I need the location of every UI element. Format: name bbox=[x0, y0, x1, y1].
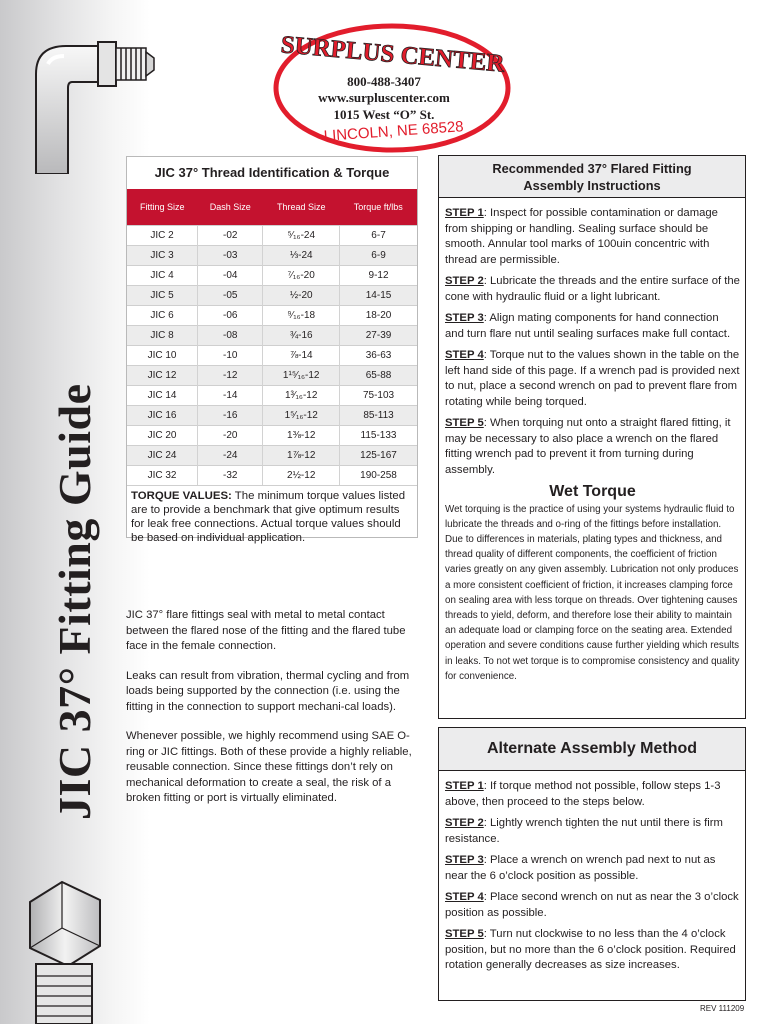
table-row bbox=[127, 426, 417, 446]
cell-thread: ½-20 bbox=[263, 286, 340, 306]
cell-thread: ⁷⁄₁₆-20 bbox=[263, 266, 340, 286]
cell-dash: -10 bbox=[198, 346, 263, 366]
alternate-step bbox=[445, 927, 740, 974]
cell-dash: -08 bbox=[198, 326, 263, 346]
page-title: JIC 37° Fitting Guide bbox=[49, 383, 100, 820]
cell-torque: 6-9 bbox=[340, 246, 417, 266]
assembly-title-line1: Recommended 37° Flared Fitting bbox=[492, 161, 692, 176]
step-label: STEP 4 bbox=[445, 891, 484, 903]
cell-dash: -32 bbox=[198, 466, 263, 486]
cell-thread: ¾-16 bbox=[263, 326, 340, 346]
step-label: STEP 1 bbox=[445, 780, 484, 792]
elbow-fitting-illustration bbox=[8, 24, 158, 174]
assembly-step bbox=[445, 206, 740, 268]
cell-thread: ⅞-14 bbox=[263, 346, 340, 366]
cell-torque: 190-258 bbox=[340, 466, 417, 486]
table-row bbox=[127, 346, 417, 366]
revision-label: REV 111209 bbox=[700, 1004, 745, 1013]
logo-website: www.surpluscenter.com bbox=[318, 90, 450, 105]
cell-dash: -12 bbox=[198, 366, 263, 386]
logo-city: LINCOLN, NE 68528 bbox=[323, 118, 465, 145]
cell-torque: 36-63 bbox=[340, 346, 417, 366]
header-fitting-size: Fitting Size bbox=[127, 189, 198, 226]
alternate-step bbox=[445, 816, 740, 847]
assembly-step bbox=[445, 311, 740, 342]
table-row bbox=[127, 406, 417, 426]
table-row bbox=[127, 446, 417, 466]
assembly-step bbox=[445, 274, 740, 305]
step-text: : When torquing nut onto a straight flared fitting, it may be necessary to also place a wrench on the flared fitting wrench pad to prevent it from turning during assembly. bbox=[445, 417, 731, 476]
cell-fitting: JIC 2 bbox=[127, 226, 198, 246]
step-text: : Lubricate the threads and the entire surface of the cone with hydraulic fluid or a light lubricant. bbox=[445, 275, 740, 303]
step-text: : Place second wrench on nut as near the 3 o’clock position as possible. bbox=[445, 891, 739, 919]
table-row bbox=[127, 306, 417, 326]
cell-thread: 1¹⁵⁄₁₆-12 bbox=[263, 366, 340, 386]
cell-torque: 27-39 bbox=[340, 326, 417, 346]
intro-paragraph: Leaks can result from vibration, thermal cycling and from loads being supported by the connection (i.e. using the fitting in the connection to support mechani-cal loads). bbox=[126, 669, 410, 713]
step-text: : Place a wrench on wrench pad next to nut as near the 6 o’clock position as possible. bbox=[445, 854, 716, 882]
cell-fitting: JIC 4 bbox=[127, 266, 198, 286]
step-text: : Torque nut to the values shown in the table on the left hand side of this page. If a wrench pad is provided next to nut, place a second wrench on pad to prevent flare from rotating while being torqued. bbox=[445, 349, 740, 408]
cell-fitting: JIC 12 bbox=[127, 366, 198, 386]
cell-dash: -14 bbox=[198, 386, 263, 406]
table-row bbox=[127, 286, 417, 306]
intro-paragraph: JIC 37° flare fittings seal with metal to metal contact between the flared nose of the fitting and the flared tube face in the female connection. bbox=[126, 609, 406, 652]
table-row bbox=[127, 326, 417, 346]
step-text: : Inspect for possible contamination or damage from shipping or handling. Sealing surface should be smooth. Annular tool marks of 100uin concentric with thread are permissible. bbox=[445, 207, 718, 266]
alternate-step bbox=[445, 890, 740, 921]
cell-torque: 75-103 bbox=[340, 386, 417, 406]
torque-values-note bbox=[127, 485, 417, 545]
table-row bbox=[127, 226, 417, 246]
cell-dash: -04 bbox=[198, 266, 263, 286]
cell-thread: ⅓-24 bbox=[263, 246, 340, 266]
logo-phone: 800-488-3407 bbox=[347, 74, 421, 89]
cell-fitting: JIC 24 bbox=[127, 446, 198, 466]
step-text: : Align mating components for hand connection and turn flare nut until sealing surfaces make full contact. bbox=[445, 312, 731, 340]
assembly-step bbox=[445, 416, 740, 478]
assembly-step bbox=[445, 348, 740, 410]
alternate-method-title: Alternate Assembly Method bbox=[439, 728, 745, 771]
step-label: STEP 1 bbox=[445, 207, 484, 219]
step-label: STEP 5 bbox=[445, 417, 484, 429]
step-text: : Lightly wrench tighten the nut until there is firm resistance. bbox=[445, 817, 723, 845]
wet-torque-text: Wet torquing is the practice of using your systems hydraulic fluid to lubricate the threads and o-ring of the fittings before installation. Due to differences in materials, plating types and thickness, and thread quality of different components, the coefficient of friction varies greatly on any given assembly. Lubrication not only produces a more consistent coefficient of friction, it increases clamping force on sealing area with less torque on threads. Over tightening causes threads to yield, deform, and therefore lose their ability to maintain an adequate load or clamping force on the seating area. Extended operation and severe conditions cause further yielding which results in leaks. To not wet torque is to compromise consistency and quality for convenience. bbox=[445, 503, 740, 682]
step-label: STEP 3 bbox=[445, 312, 484, 324]
header-torque: Torque ft/lbs bbox=[340, 189, 417, 226]
table-row bbox=[127, 386, 417, 406]
cell-torque: 85-113 bbox=[340, 406, 417, 426]
step-label: STEP 4 bbox=[445, 349, 484, 361]
step-label: STEP 5 bbox=[445, 928, 484, 940]
surplus-center-logo bbox=[272, 22, 512, 154]
cell-thread: 1³⁄₁₆-12 bbox=[263, 386, 340, 406]
straight-fitting-illustration bbox=[0, 872, 120, 1024]
assembly-instructions-title bbox=[439, 156, 745, 198]
cell-fitting: JIC 10 bbox=[127, 346, 198, 366]
torque-table-box bbox=[126, 156, 418, 544]
alternate-method-panel bbox=[438, 727, 746, 1001]
intro-paragraph: Whenever possible, we highly recommend using SAE O-ring or JIC fittings. Both of these provide a highly reliable, reusable connection. Since these fittings don’t rely on mechanical deformation to create a seal, the risk of a broken fitting or port is virtually eliminated. bbox=[126, 730, 412, 804]
cell-dash: -24 bbox=[198, 446, 263, 466]
cell-thread: ⁹⁄₁₆-18 bbox=[263, 306, 340, 326]
assembly-instructions-panel bbox=[438, 155, 746, 719]
step-text: : Turn nut clockwise to no less than the 4 o’clock position, but no more than the 6 o’clock position. Required rotation generally decreases as size increases. bbox=[445, 928, 736, 971]
step-text: : If torque method not possible, follow steps 1-3 above, then proceed to the steps below. bbox=[445, 780, 721, 808]
cell-thread: 1⁵⁄₁₆-12 bbox=[263, 406, 340, 426]
cell-fitting: JIC 8 bbox=[127, 326, 198, 346]
table-row bbox=[127, 466, 417, 486]
table-header-row bbox=[127, 189, 417, 226]
cell-thread: 1⅞-12 bbox=[263, 446, 340, 466]
cell-dash: -16 bbox=[198, 406, 263, 426]
alternate-step bbox=[445, 779, 740, 810]
cell-thread: 2½-12 bbox=[263, 466, 340, 486]
table-row bbox=[127, 246, 417, 266]
step-label: STEP 2 bbox=[445, 817, 484, 829]
logo-address: 1015 West “O” St. bbox=[333, 107, 435, 122]
cell-dash: -06 bbox=[198, 306, 263, 326]
table-row bbox=[127, 366, 417, 386]
assembly-title-line2: Assembly Instructions bbox=[523, 178, 661, 193]
cell-torque: 9-12 bbox=[340, 266, 417, 286]
logo-brand: SURPLUS CENTER bbox=[279, 31, 506, 78]
cell-fitting: JIC 3 bbox=[127, 246, 198, 266]
torque-table bbox=[127, 189, 417, 485]
table-title: JIC 37° Thread Identification & Torque bbox=[154, 165, 390, 180]
table-row bbox=[127, 266, 417, 286]
header-dash-size: Dash Size bbox=[198, 189, 263, 226]
alternate-step bbox=[445, 853, 740, 884]
cell-torque: 6-7 bbox=[340, 226, 417, 246]
cell-fitting: JIC 14 bbox=[127, 386, 198, 406]
cell-fitting: JIC 5 bbox=[127, 286, 198, 306]
cell-thread: ⁵⁄₁₆-24 bbox=[263, 226, 340, 246]
cell-dash: -05 bbox=[198, 286, 263, 306]
torque-note-label: TORQUE VALUES: bbox=[131, 490, 232, 502]
cell-fitting: JIC 20 bbox=[127, 426, 198, 446]
step-label: STEP 3 bbox=[445, 854, 484, 866]
cell-torque: 115-133 bbox=[340, 426, 417, 446]
cell-torque: 18-20 bbox=[340, 306, 417, 326]
cell-torque: 14-15 bbox=[340, 286, 417, 306]
cell-torque: 65-88 bbox=[340, 366, 417, 386]
cell-dash: -03 bbox=[198, 246, 263, 266]
cell-torque: 125-167 bbox=[340, 446, 417, 466]
cell-fitting: JIC 32 bbox=[127, 466, 198, 486]
wet-torque-heading: Wet Torque bbox=[549, 483, 636, 500]
torque-note-text: The minimum torque values listed are to provide a benchmark that give optimum results for leak free connections. Actual torque values should be based on individual application. bbox=[131, 490, 406, 544]
intro-text bbox=[126, 608, 416, 821]
cell-dash: -02 bbox=[198, 226, 263, 246]
header-thread-size: Thread Size bbox=[263, 189, 340, 226]
cell-dash: -20 bbox=[198, 426, 263, 446]
cell-thread: 1⅜-12 bbox=[263, 426, 340, 446]
cell-fitting: JIC 6 bbox=[127, 306, 198, 326]
cell-fitting: JIC 16 bbox=[127, 406, 198, 426]
step-label: STEP 2 bbox=[445, 275, 484, 287]
